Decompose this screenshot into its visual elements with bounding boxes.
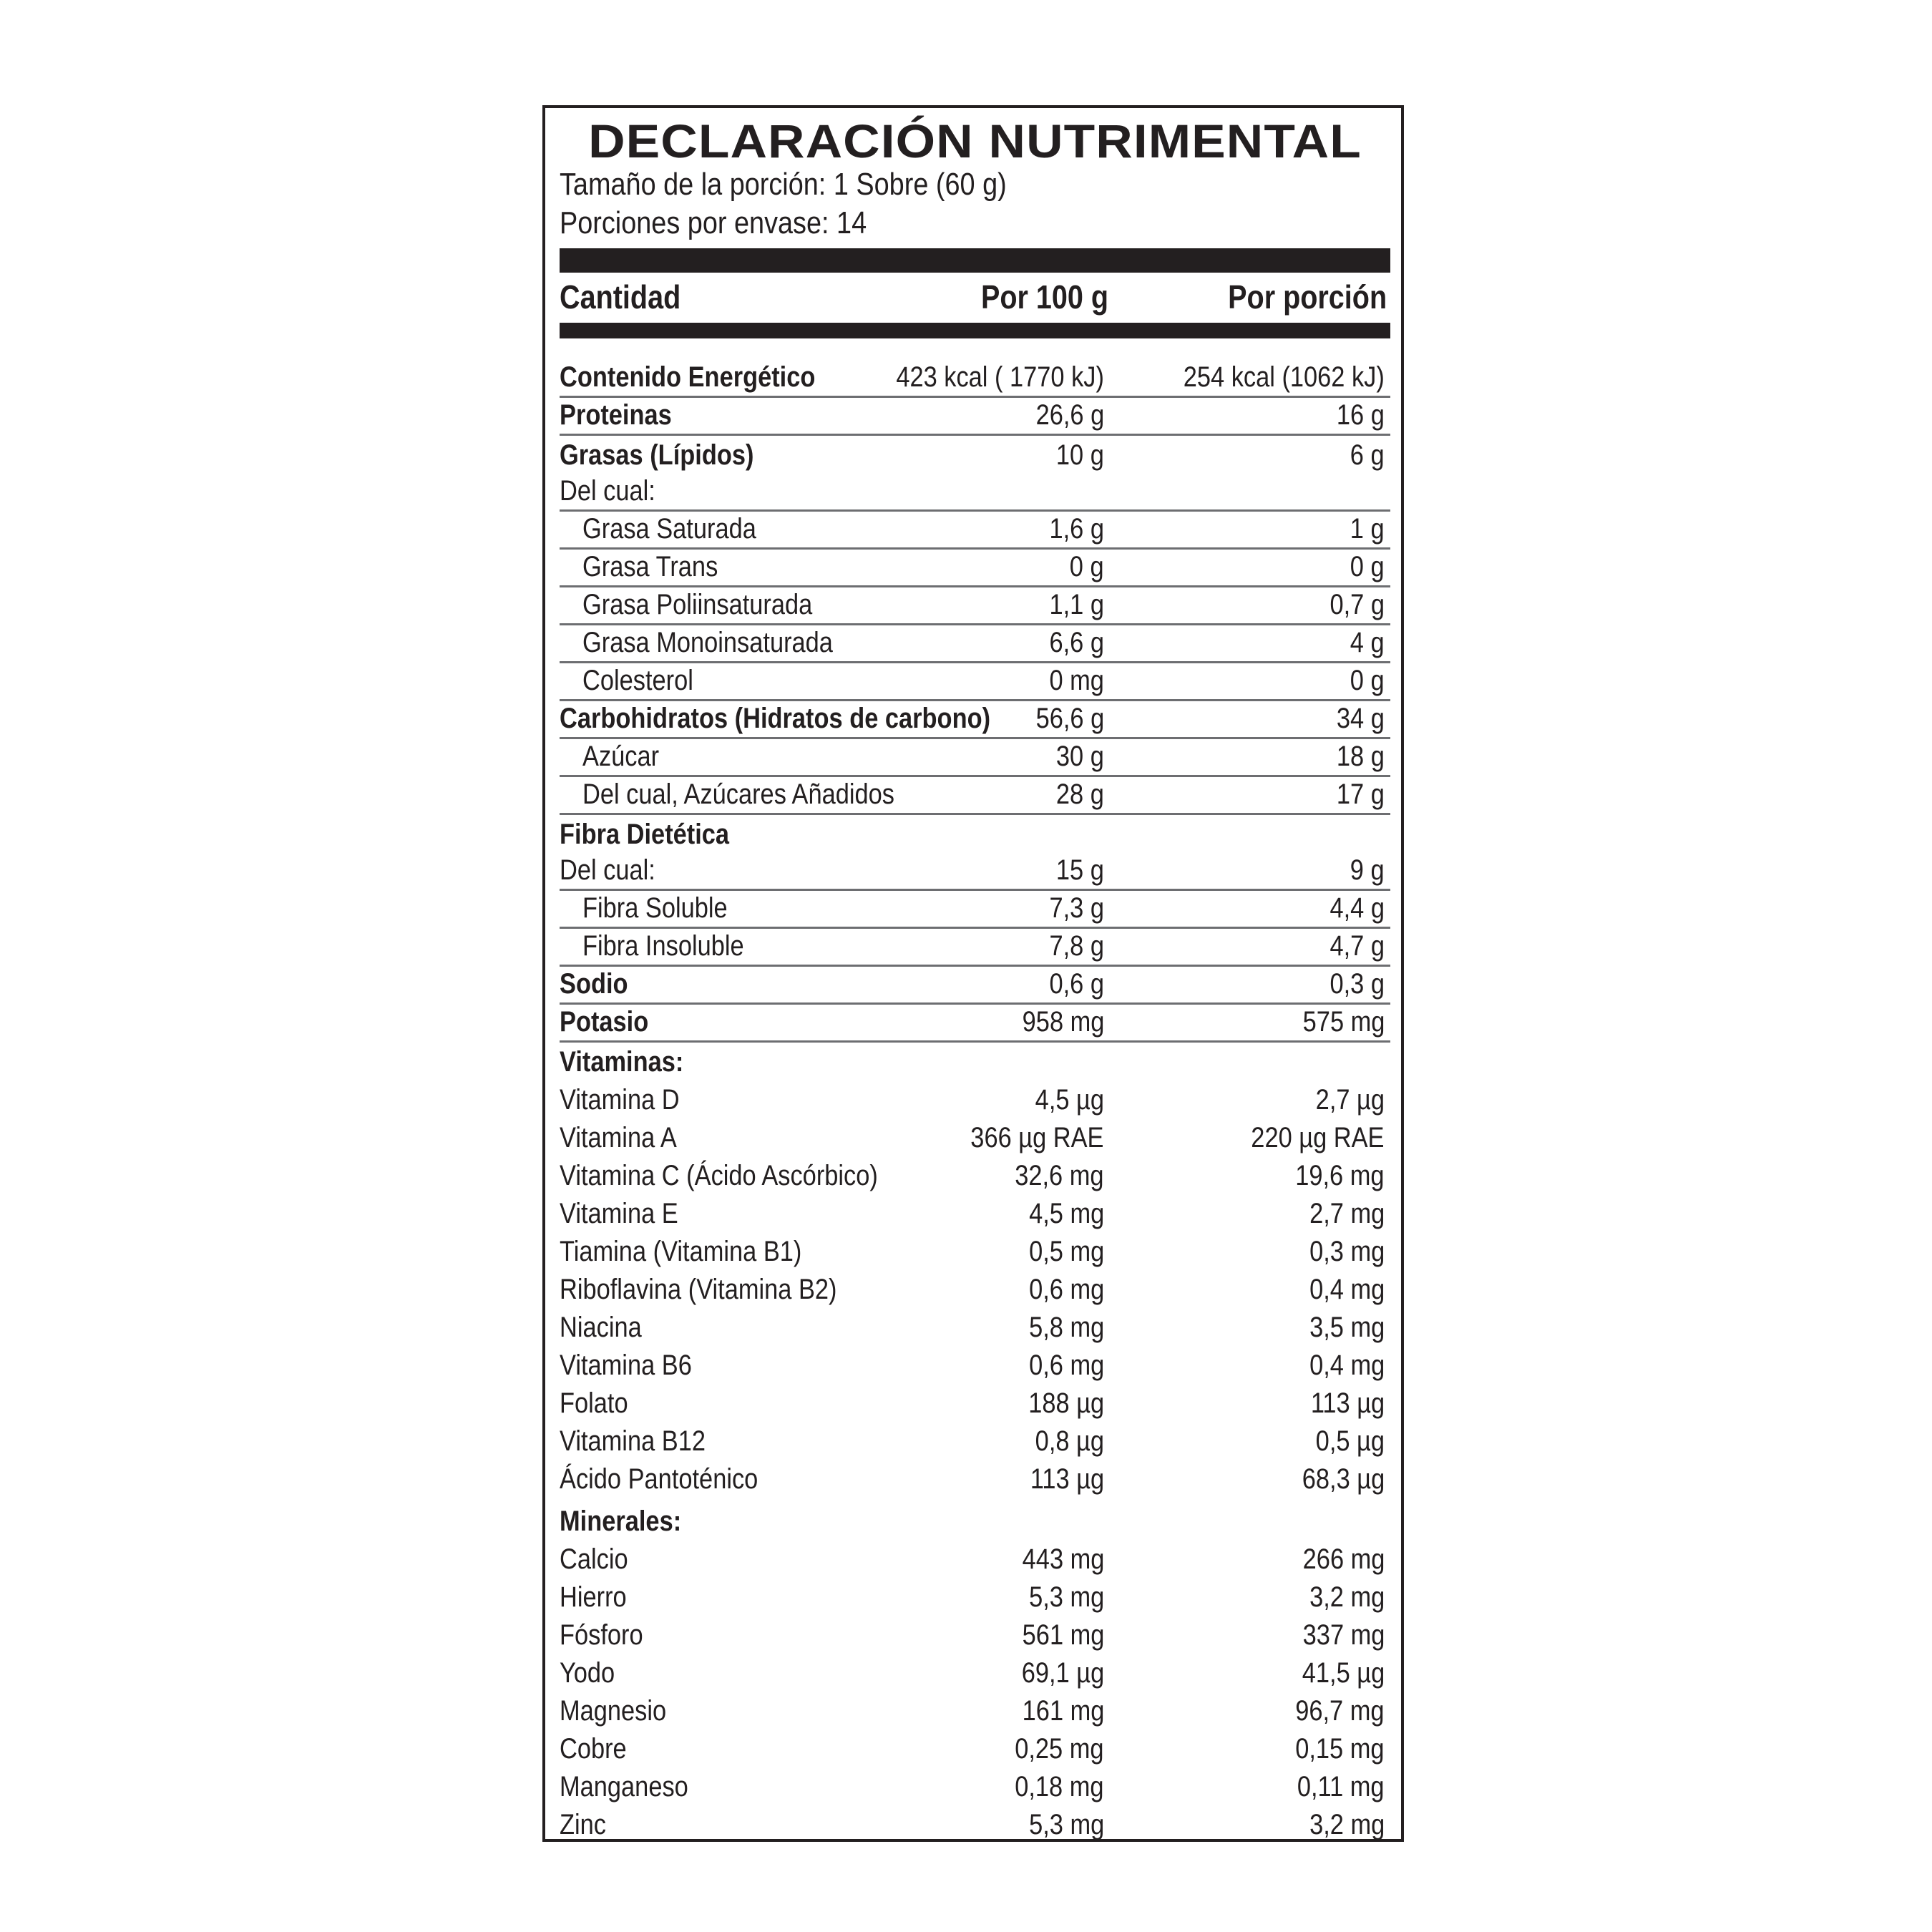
nutrient-name: Yodo <box>560 1657 615 1689</box>
nutrient-name: Colesterol <box>582 665 693 696</box>
nutrient-name: Calcio <box>560 1543 628 1575</box>
value-per-100g: 958 mg <box>1022 1006 1104 1038</box>
value-per-serving: 4,4 g <box>1330 892 1385 924</box>
value-per-serving: 3,2 mg <box>1309 1581 1385 1613</box>
nutrient-name: Tiamina (Vitamina B1) <box>560 1236 802 1267</box>
value-per-100g: 30 g <box>1056 741 1104 772</box>
value-per-serving: 6 g <box>1350 439 1385 471</box>
servings-per-container: Porciones por envase: 14 <box>560 205 867 240</box>
value-per-serving: 9 g <box>1350 854 1385 886</box>
nutrient-name: Fibra Dietética <box>560 819 730 850</box>
value-per-serving: 17 g <box>1337 779 1385 810</box>
table-row <box>560 1080 1390 1118</box>
table-row <box>560 1460 1390 1498</box>
nutrient-name: Vitaminas: <box>560 1046 684 1078</box>
serving-size: Tamaño de la porción: 1 Sobre (60 g) <box>560 167 1007 202</box>
nutrient-name: Vitamina A <box>560 1122 677 1153</box>
table-row <box>560 1194 1390 1232</box>
nutrient-name: Del cual, Azúcares Añadidos <box>582 779 895 810</box>
header-per-serving: Por porción <box>1228 278 1387 316</box>
nutrient-name: Fibra Insoluble <box>582 930 744 962</box>
value-per-serving: 68,3 µg <box>1302 1463 1385 1495</box>
table-row <box>560 967 1390 1005</box>
label-title: DECLARACIÓN NUTRIMENTAL <box>588 114 1362 167</box>
value-per-serving: 41,5 µg <box>1302 1657 1385 1689</box>
value-per-serving: 266 mg <box>1302 1543 1385 1575</box>
nutrient-name: Hierro <box>560 1581 627 1613</box>
nutrient-name: Ácido Pantoténico <box>560 1463 758 1495</box>
value-per-serving: 2,7 µg <box>1315 1084 1385 1116</box>
table-row <box>560 436 1390 474</box>
nutrient-name: Del cual: <box>560 854 655 886</box>
value-per-serving: 0,15 mg <box>1295 1733 1385 1765</box>
value-per-100g: 423 kcal ( 1770 kJ) <box>896 361 1104 393</box>
nutrient-name: Azúcar <box>582 741 660 772</box>
value-per-100g: 0 g <box>1070 551 1104 582</box>
table-row <box>560 701 1390 739</box>
nutrient-name: Carbohidratos (Hidratos de carbono) <box>560 703 991 734</box>
table-row <box>560 739 1390 777</box>
value-per-serving: 0 g <box>1350 665 1385 696</box>
table-row <box>560 474 1390 512</box>
table-row <box>560 1805 1390 1843</box>
value-per-100g: 4,5 mg <box>1028 1198 1104 1229</box>
value-per-100g: 0,18 mg <box>1015 1771 1104 1802</box>
nutrient-name: Cobre <box>560 1733 627 1765</box>
value-per-100g: 0,5 mg <box>1028 1236 1104 1267</box>
value-per-100g: 561 mg <box>1022 1619 1104 1651</box>
table-row <box>560 1729 1390 1767</box>
nutrient-name: Fibra Soluble <box>582 892 728 924</box>
table-row <box>560 1118 1390 1156</box>
table-row <box>560 815 1390 853</box>
value-per-serving: 0,4 mg <box>1309 1274 1385 1305</box>
value-per-100g: 443 mg <box>1022 1543 1104 1575</box>
table-row <box>560 891 1390 929</box>
table-row <box>560 398 1390 436</box>
value-per-100g: 4,5 µg <box>1035 1084 1104 1116</box>
value-per-100g: 161 mg <box>1022 1695 1104 1727</box>
nutrient-name: Niacina <box>560 1312 642 1343</box>
value-per-100g: 0,6 g <box>1049 968 1104 1000</box>
header-per-100g: Por 100 g <box>980 278 1108 316</box>
value-per-serving: 220 µg RAE <box>1251 1122 1385 1153</box>
value-per-100g: 0 mg <box>1049 665 1104 696</box>
value-per-100g: 0,8 µg <box>1035 1425 1104 1457</box>
value-per-100g: 366 µg RAE <box>970 1122 1104 1153</box>
table-row <box>560 1270 1390 1308</box>
value-per-100g: 28 g <box>1056 779 1104 810</box>
value-per-serving: 0,5 µg <box>1315 1425 1385 1457</box>
value-per-serving: 0,7 g <box>1330 589 1385 620</box>
value-per-serving: 4 g <box>1350 627 1385 658</box>
nutrition-facts-panel <box>542 105 1404 1842</box>
table-row <box>560 1005 1390 1043</box>
value-per-serving: 575 mg <box>1302 1006 1385 1038</box>
value-per-serving: 0,3 mg <box>1309 1236 1385 1267</box>
value-per-serving: 16 g <box>1337 399 1385 431</box>
table-row <box>560 1767 1390 1805</box>
value-per-serving: 337 mg <box>1302 1619 1385 1651</box>
table-header <box>560 274 1390 320</box>
nutrient-name: Grasas (Lípidos) <box>560 439 754 471</box>
value-per-100g: 10 g <box>1056 439 1104 471</box>
value-per-serving: 96,7 mg <box>1295 1695 1385 1727</box>
nutrient-name: Grasa Monoinsaturada <box>582 627 833 658</box>
nutrient-name: Contenido Energético <box>560 361 816 393</box>
nutrient-name: Fósforo <box>560 1619 643 1651</box>
value-per-serving: 3,2 mg <box>1309 1809 1385 1840</box>
value-per-serving: 0,11 mg <box>1297 1771 1385 1802</box>
nutrient-name: Del cual: <box>560 475 655 507</box>
table-row <box>560 1043 1390 1080</box>
value-per-100g: 32,6 mg <box>1015 1160 1104 1191</box>
nutrient-name: Vitamina D <box>560 1084 680 1116</box>
nutrient-name: Vitamina E <box>560 1198 678 1229</box>
value-per-serving: 0,3 g <box>1330 968 1385 1000</box>
nutrient-name: Proteinas <box>560 399 672 431</box>
value-per-100g: 113 µg <box>1030 1463 1104 1495</box>
value-per-100g: 0,6 mg <box>1028 1274 1104 1305</box>
value-per-100g: 56,6 g <box>1035 703 1104 734</box>
nutrient-name: Vitamina B6 <box>560 1350 692 1381</box>
table-row <box>560 1308 1390 1346</box>
table-row <box>560 1422 1390 1460</box>
table-row <box>560 1540 1390 1578</box>
value-per-serving: 19,6 mg <box>1295 1160 1385 1191</box>
table-row <box>560 1156 1390 1194</box>
value-per-100g: 0,6 mg <box>1028 1350 1104 1381</box>
table-row <box>560 1384 1390 1422</box>
table-row <box>560 360 1390 398</box>
thick-divider-top <box>560 248 1390 273</box>
nutrient-name: Grasa Trans <box>582 551 718 582</box>
value-per-serving: 0,4 mg <box>1309 1350 1385 1381</box>
value-per-100g: 5,8 mg <box>1028 1312 1104 1343</box>
nutrient-name: Manganeso <box>560 1771 688 1802</box>
value-per-100g: 5,3 mg <box>1028 1809 1104 1840</box>
value-per-100g: 15 g <box>1056 854 1104 886</box>
value-per-100g: 5,3 mg <box>1028 1581 1104 1613</box>
table-row <box>560 1232 1390 1270</box>
table-row <box>560 1578 1390 1616</box>
value-per-serving: 113 µg <box>1310 1387 1385 1419</box>
nutrient-name: Vitamina B12 <box>560 1425 706 1457</box>
table-row <box>560 1346 1390 1384</box>
nutrient-name: Magnesio <box>560 1695 667 1727</box>
value-per-serving: 1 g <box>1350 513 1385 545</box>
nutrient-name: Riboflavina (Vitamina B2) <box>560 1274 837 1305</box>
nutrient-name: Folato <box>560 1387 628 1419</box>
value-per-100g: 0,25 mg <box>1015 1733 1104 1765</box>
nutrient-name: Zinc <box>560 1809 606 1840</box>
table-row <box>560 1654 1390 1692</box>
nutrient-name: Vitamina C (Ácido Ascórbico) <box>560 1160 878 1191</box>
value-per-100g: 1,6 g <box>1049 513 1104 545</box>
table-row <box>560 777 1390 815</box>
value-per-serving: 254 kcal (1062 kJ) <box>1183 361 1385 393</box>
table-row <box>560 1502 1390 1540</box>
nutrient-name: Grasa Saturada <box>582 513 756 545</box>
table-row <box>560 625 1390 663</box>
value-per-100g: 1,1 g <box>1049 589 1104 620</box>
table-row <box>560 853 1390 891</box>
value-per-100g: 69,1 µg <box>1021 1657 1104 1689</box>
nutrient-name: Minerales: <box>560 1506 682 1537</box>
value-per-serving: 4,7 g <box>1330 930 1385 962</box>
header-quantity: Cantidad <box>560 278 681 316</box>
value-per-serving: 2,7 mg <box>1309 1198 1385 1229</box>
value-per-100g: 7,8 g <box>1049 930 1104 962</box>
table-row <box>560 663 1390 701</box>
table-row <box>560 550 1390 587</box>
value-per-100g: 7,3 g <box>1049 892 1104 924</box>
table-row <box>560 1616 1390 1654</box>
table-row <box>560 1692 1390 1729</box>
nutrient-rows <box>560 360 1390 1843</box>
table-row <box>560 587 1390 625</box>
value-per-serving: 34 g <box>1337 703 1385 734</box>
value-per-serving: 0 g <box>1350 551 1385 582</box>
table-row <box>560 512 1390 550</box>
nutrient-name: Potasio <box>560 1006 649 1038</box>
value-per-100g: 188 µg <box>1028 1387 1104 1419</box>
thick-divider-header <box>560 323 1390 338</box>
value-per-100g: 26,6 g <box>1035 399 1104 431</box>
value-per-100g: 6,6 g <box>1049 627 1104 658</box>
value-per-serving: 18 g <box>1337 741 1385 772</box>
table-row <box>560 929 1390 967</box>
value-per-serving: 3,5 mg <box>1309 1312 1385 1343</box>
nutrient-name: Sodio <box>560 968 628 1000</box>
nutrient-name: Grasa Poliinsaturada <box>582 589 813 620</box>
